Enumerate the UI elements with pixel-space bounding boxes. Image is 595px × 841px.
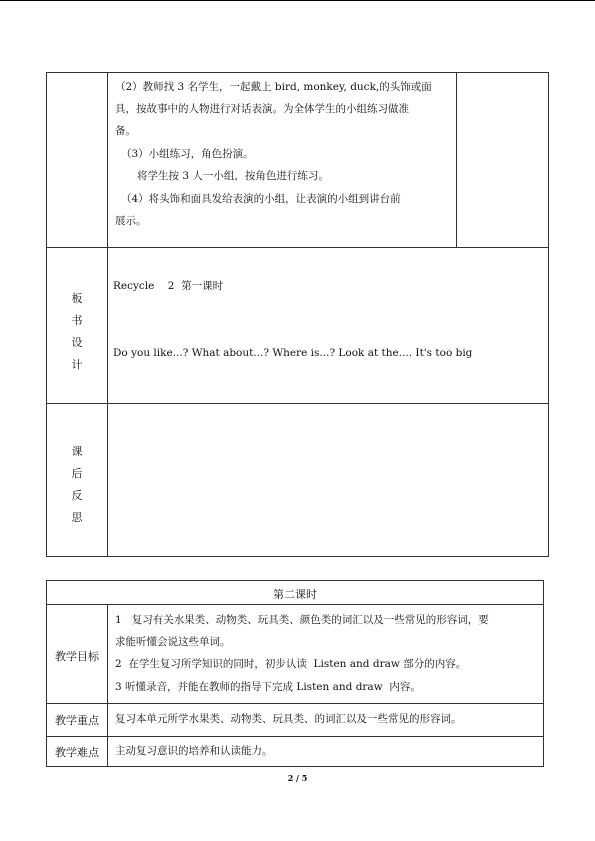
activity-line-2: 具，按故事中的人物进行对话表演。为全体学生的小组练习做准 [115,103,409,115]
reflection-label-char-2: 后 [71,467,83,480]
activity-line-7: 展示。 [115,215,147,227]
activity-line-3: 备。 [115,125,136,137]
page-top-rule [0,0,595,1]
goals-line-4: 3 听懂录音，并能在教师的指导下完成 Listen and draw 内容。 [115,681,421,693]
t2-header-text: 第二课时 [273,588,317,601]
goals-line-2: 求能听懂会说这些单词。 [115,636,231,648]
board-label-char-1: 板 [71,292,83,305]
key-label: 教学重点 [55,714,99,727]
board-label-char-4: 计 [71,358,83,371]
key-text: 复习本单元所学水果类、动物类、玩具类、的词汇以及一些常见的形容词。 [115,713,462,725]
activity-line-6: （4）将头饰和面具发给表演的小组，让表演的小组到讲台前 [121,193,401,205]
page-number: 2 / 5 [287,773,308,783]
difficulty-label: 教学难点 [55,746,99,759]
board-label-char-3: 设 [71,336,83,349]
reflection-label-char-1: 课 [71,445,83,458]
difficulty-text: 主动复习意识的培养和认读能力。 [115,745,273,757]
goals-line-3: 2 在学生复习所学知识的同时，初步认读 Listen and draw 部分的内容。 [115,658,467,670]
t1-row1-left-cell [46,72,108,248]
reflection-label-char-3: 反 [71,489,83,502]
t1-reflection-content-cell [107,403,549,557]
board-sentence: Do you like...? What about...? Where is...? Look at the.... It's too big [113,347,473,359]
board-title: Recycle 2 第一课时 [113,280,224,292]
t1-board-content-cell [107,247,549,404]
goals-line-1: 1 复习有关水果类、动物类、玩具类、颜色类的词汇以及一些常见的形容词，要 [115,614,489,626]
t1-row1-right-cell [456,72,549,248]
reflection-label-char-4: 思 [71,511,83,524]
goals-label: 教学目标 [55,650,99,663]
activity-line-5: 将学生按 3 人一小组，按角色进行练习。 [137,170,329,182]
board-label-char-2: 书 [71,314,83,327]
activity-line-1: （2）教师找 3 名学生，一起戴上 bird, monkey, duck,的头饰或面 [115,81,432,93]
activity-line-4: （3）小组练习，角色扮演。 [121,148,254,160]
